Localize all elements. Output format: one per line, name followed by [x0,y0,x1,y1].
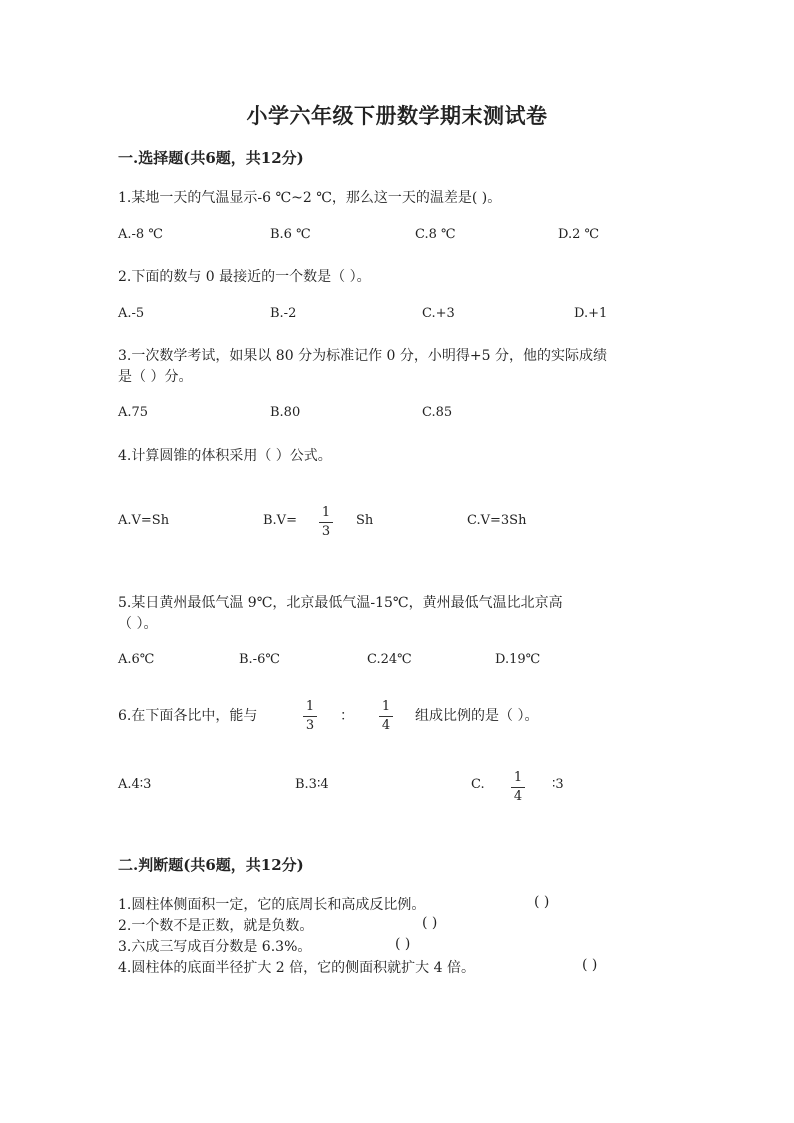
question-3-text-line1: 3.一次数学考试，如果以 80 分为标准记作 0 分，小明得+5 分，他的实际成绩 [118,348,607,364]
section-heading-judgement: 二.判断题(共6题，共12分) [118,856,304,874]
fraction-numerator: 1 [513,770,523,785]
question-3-text-line2: 是（ ）分。 [118,369,193,385]
question-4-text: 4.计算圆锥的体积采用（ ）公式。 [118,448,332,464]
judgement-item-1-text: 1.圆柱体侧面积一定，它的底周长和高成反比例。 [118,897,426,913]
question-6-option-b: B.3∶4 [295,777,329,792]
fraction-denominator: 3 [321,524,331,539]
question-6-text-prefix: 6.在下面各比中，能与 [118,708,258,724]
judgement-item-3-bracket: ( ) [395,936,411,952]
question-1-text: 1.某地一天的气温显示-6 ℃~2 ℃，那么这一天的温差是( )。 [118,190,502,206]
question-5-text-line2: （ ）。 [118,616,158,632]
fraction-denominator: 4 [381,718,391,733]
judgement-item-4-text: 4.圆柱体的底面半径扩大 2 倍，它的侧面积就扩大 4 倍。 [118,960,475,976]
question-2-option-d: D.+1 [574,306,608,321]
question-5-option-c: C.24℃ [367,652,412,667]
question-6-option-c-suffix: ∶3 [552,777,564,792]
judgement-item-2-bracket: ( ) [422,915,438,931]
question-6-text-suffix: 组成比例的是（ ）。 [415,708,539,724]
fraction-numerator: 1 [305,699,315,714]
question-1-option-d: D.2 ℃ [558,227,600,242]
question-5-text-line1: 5.某日黄州最低气温 9℃，北京最低气温-15℃，黄州最低气温比北京高 [118,595,563,611]
question-6-fraction-2 [376,700,396,733]
question-3-option-c: C.85 [422,405,453,420]
fraction-numerator: 1 [381,699,391,714]
question-3-option-b: B.80 [270,405,301,420]
judgement-item-2-text: 2.一个数不是正数，就是负数。 [118,918,314,934]
fraction-bar [303,716,317,717]
fraction-bar [379,716,393,717]
judgement-item-3-text: 3.六成三写成百分数是 6.3%。 [118,939,312,955]
question-6-colon: ： [340,708,354,724]
judgement-item-4-bracket: ( ) [582,957,598,973]
question-1-option-c: C.8 ℃ [415,227,456,242]
question-4-option-c: C.V=3Sh [467,513,527,528]
section-heading-choice: 一.选择题(共6题，共12分) [118,149,304,167]
page-title: 小学六年级下册数学期末测试卷 [246,103,548,128]
question-2-text: 2.下面的数与 0 最接近的一个数是（ ）。 [118,269,371,285]
question-5-option-a: A.6℃ [118,652,155,667]
question-1-option-a: A.-8 ℃ [118,227,163,242]
question-3-option-a: A.75 [118,405,149,420]
fraction-denominator: 3 [305,718,315,733]
fraction-numerator: 1 [321,505,331,520]
question-2-option-c: C.+3 [422,306,455,321]
fraction-bar [511,787,525,788]
question-5-option-d: D.19℃ [495,652,541,667]
question-4-option-b-fraction [316,506,336,539]
question-2-option-a: A.-5 [118,306,145,321]
question-6-option-a: A.4∶3 [118,777,152,792]
question-6-fraction-1 [300,700,320,733]
question-1-option-b: B.6 ℃ [270,227,311,242]
question-5-option-b: B.-6℃ [239,652,280,667]
judgement-item-1-bracket: ( ) [534,894,550,910]
question-4-option-a: A.V=Sh [118,513,170,528]
fraction-denominator: 4 [513,789,523,804]
question-6-option-c-fraction [508,771,528,804]
question-4-option-b-prefix: B.V= [263,513,297,528]
question-2-option-b: B.-2 [270,306,297,321]
question-4-option-b-suffix: Sh [356,513,374,528]
fraction-bar [319,522,333,523]
question-6-option-c-prefix: C. [471,777,485,792]
